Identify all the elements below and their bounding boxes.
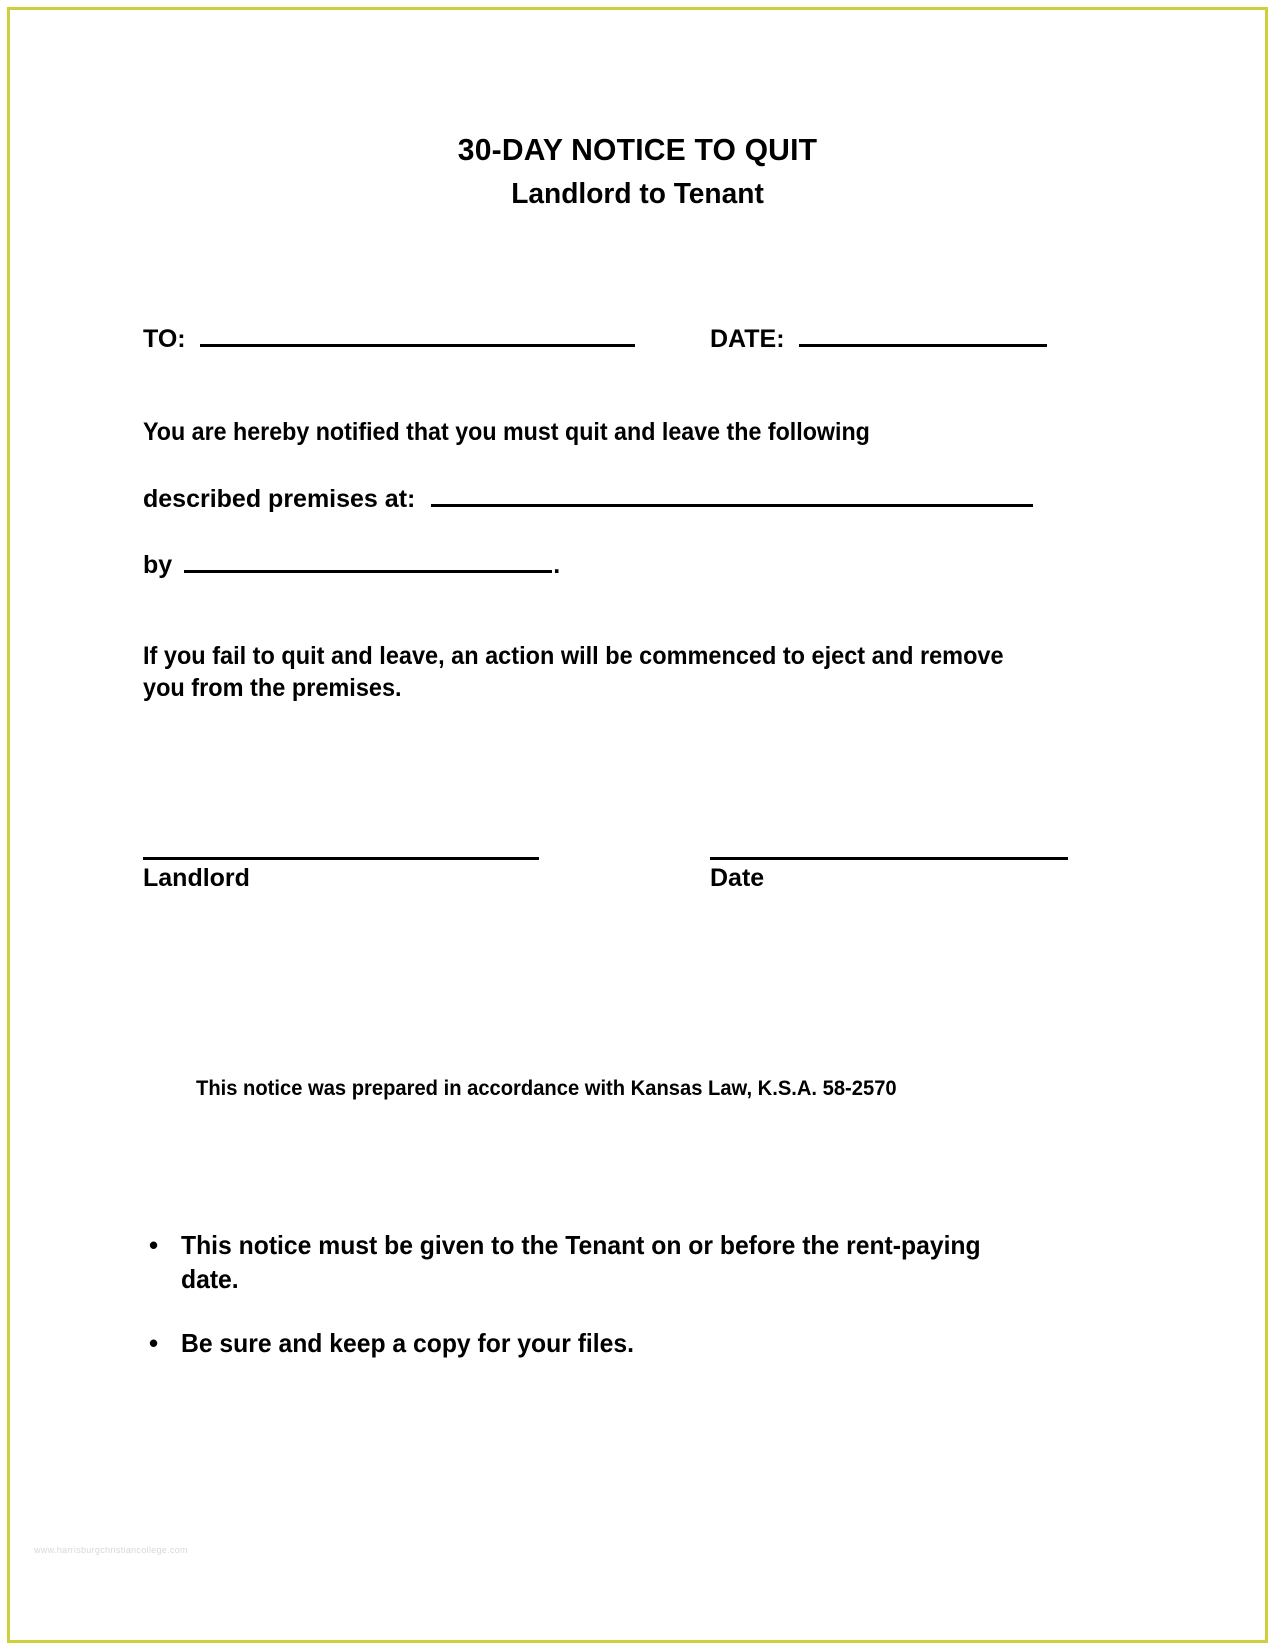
premises-input-line[interactable]	[431, 482, 1033, 507]
quit-by-terminator: .	[553, 551, 561, 579]
notice-statement-line: You are hereby notified that you must quit and leave the following	[143, 418, 870, 446]
instruction-text: This notice must be given to the Tenant on or before the rent-paying date.	[181, 1230, 981, 1294]
quit-by-field-group	[143, 548, 560, 580]
date-input-line[interactable]	[799, 322, 1047, 347]
quit-by-input-line[interactable]	[184, 548, 552, 573]
document-title-block	[0, 130, 1275, 214]
recipient-date-row	[143, 322, 1103, 362]
landlord-signature-label: Landlord	[143, 864, 250, 892]
instructions-list	[143, 1228, 1023, 1390]
eviction-warning-paragraph: If you fail to quit and leave, an action will be commenced to eject and remove you from the premises.	[143, 642, 1004, 702]
bullet-icon: •	[149, 1230, 159, 1260]
bullet-icon: •	[149, 1328, 159, 1358]
list-item	[143, 1228, 1023, 1296]
statute-reference-note: This notice was prepared in accordance with Kansas Law, K.S.A. 58-2570	[196, 1077, 897, 1100]
list-item	[143, 1326, 1023, 1360]
signature-date-line[interactable]	[710, 857, 1068, 860]
document-title-primary: 30-DAY NOTICE TO QUIT	[457, 132, 818, 167]
date-label: DATE:	[710, 325, 785, 353]
to-label: TO:	[143, 325, 186, 353]
source-watermark: www.harrisburgchristiancollege.com	[34, 1545, 188, 1555]
signature-date-label: Date	[710, 864, 765, 892]
premises-label: described premises at:	[143, 485, 416, 513]
document-title-secondary: Landlord to Tenant	[511, 178, 764, 210]
quit-by-label: by	[143, 551, 173, 579]
date-field-group	[710, 322, 1047, 354]
premises-field-group	[143, 482, 1033, 514]
landlord-signature-line[interactable]	[143, 857, 539, 860]
instruction-text: Be sure and keep a copy for your files.	[181, 1328, 634, 1358]
to-field-group	[143, 322, 635, 354]
to-input-line[interactable]	[200, 322, 635, 347]
